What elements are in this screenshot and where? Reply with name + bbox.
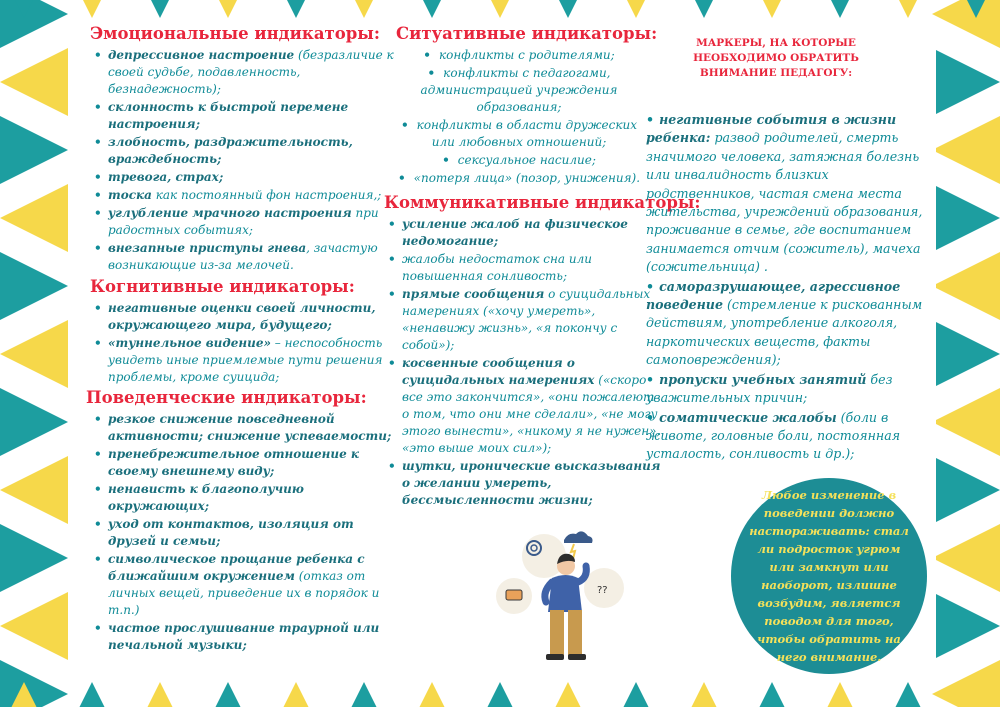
pattern-triangle bbox=[466, 682, 534, 707]
column-middle bbox=[384, 24, 701, 510]
behavioral-item bbox=[90, 446, 402, 480]
emotional-item bbox=[90, 47, 402, 98]
pattern-triangle bbox=[398, 0, 466, 18]
emotional-indicators-title: Эмоциональные индикаторы: bbox=[90, 24, 380, 43]
pattern-triangle bbox=[932, 48, 1000, 116]
situational-item: • сексуальное насилие; bbox=[384, 152, 664, 169]
behavioral-item-bold: символическое прощание ребенка с ближайшим окружением bbox=[108, 552, 365, 583]
communicative-item-text: о суицидальных намерениях («хочу умереть», «ненавижу жизнь», «я покончу с собой»); bbox=[402, 287, 651, 352]
pattern-triangle bbox=[670, 0, 738, 18]
pattern-triangle bbox=[0, 0, 68, 48]
advice-circle-text: Любое изменение в поведении должно настораживать: стал ли подросток угрюм или замкнут или наоборот, излишне возбудим, является поводом для того, чтобы обратить на него внимание. bbox=[749, 488, 909, 664]
emotional-item-text: , зачастую возникающие из-за мелочей. bbox=[108, 241, 378, 272]
markers-list bbox=[646, 111, 936, 464]
communicative-item-bold: косвенные сообщения о суицидальных намерениях bbox=[402, 356, 595, 387]
pattern-triangle bbox=[194, 682, 262, 707]
markers-item-text: без уважительных причин; bbox=[646, 371, 893, 406]
pattern-triangle bbox=[0, 184, 68, 252]
pattern-triangle bbox=[0, 592, 68, 660]
markers-title: МАРКЕРЫ, НА КОТОРЫЕ НЕОБХОДИМО ОБРАТИТЬ ВНИМАНИЕ ПЕДАГОГУ: bbox=[693, 37, 859, 79]
pattern-triangle bbox=[932, 0, 1000, 48]
emotional-item-bold: депрессивное настроение bbox=[108, 48, 295, 62]
markers-item bbox=[646, 371, 936, 408]
communicative-item-bold: шутки, иронические высказывания о желании умереть, бессмысленности жизни; bbox=[402, 459, 661, 507]
behavioral-item-bold: уход от контактов, изоляция от друзей и семьи; bbox=[108, 517, 354, 548]
communicative-item bbox=[384, 286, 664, 354]
behavioral-item-bold: резкое снижение повседневной активности; снижение успеваемости; bbox=[108, 412, 392, 443]
behavioral-item bbox=[90, 551, 402, 619]
communicative-indicators-list bbox=[384, 216, 664, 509]
pattern-triangle bbox=[194, 0, 262, 18]
markers-item-text: (стремление к рискованным действиям, употребление алкоголя, наркотических веществ, факты самоповреждения); bbox=[646, 297, 923, 368]
pattern-triangle bbox=[932, 456, 1000, 524]
pattern-triangle bbox=[932, 524, 1000, 592]
behavioral-indicators-list bbox=[90, 411, 402, 654]
pattern-triangle bbox=[534, 0, 602, 18]
emotional-item-bold: злобность, раздражительность, враждебность; bbox=[108, 135, 353, 166]
pattern-triangle bbox=[738, 682, 806, 707]
pattern-triangle bbox=[330, 0, 398, 18]
pattern-triangle bbox=[330, 682, 398, 707]
communicative-item bbox=[384, 355, 664, 457]
situational-item: • «потеря лица» (позор, унижения). bbox=[384, 170, 664, 187]
cognitive-item-bold: «туннельное видение» bbox=[108, 336, 271, 350]
pattern-triangle bbox=[398, 682, 466, 707]
pattern-triangle bbox=[58, 682, 126, 707]
emotional-item bbox=[90, 187, 402, 204]
pattern-triangle bbox=[466, 0, 534, 18]
markers-item-bold: негативные события в жизни ребенка: bbox=[646, 112, 897, 146]
markers-item bbox=[646, 111, 936, 277]
pattern-triangle bbox=[932, 388, 1000, 456]
pattern-triangle bbox=[0, 660, 68, 707]
emotional-item bbox=[90, 205, 402, 239]
pattern-triangle bbox=[262, 682, 330, 707]
pattern-triangle bbox=[126, 0, 194, 18]
pattern-triangle bbox=[806, 0, 874, 18]
communicative-item bbox=[384, 216, 664, 250]
pattern-triangle bbox=[0, 320, 68, 388]
cognitive-item bbox=[90, 300, 402, 334]
communicative-indicators-title: Коммуникативные индикаторы: bbox=[384, 193, 701, 212]
communicative-item bbox=[384, 251, 664, 285]
emotional-item-bold: тревога, страх; bbox=[108, 170, 224, 184]
emotional-item-text: (безразличие к своей судьбе, подавленность, безнадежность); bbox=[108, 48, 394, 96]
situational-item: • конфликты с родителями; bbox=[384, 47, 664, 64]
pattern-triangle bbox=[932, 592, 1000, 660]
behavioral-item-bold: частое прослушивание траурной или печальной музыки; bbox=[108, 621, 380, 652]
pattern-triangle bbox=[262, 0, 330, 18]
emotional-indicators-list bbox=[90, 47, 402, 274]
emotional-item-bold: внезапные приступы гнева bbox=[108, 241, 307, 255]
emotional-item bbox=[90, 240, 402, 274]
pattern-triangle bbox=[932, 660, 1000, 707]
behavioral-item-text: (отказ от личных вещей, приведение их в порядок и т.п.) bbox=[108, 569, 380, 617]
pattern-triangle bbox=[670, 682, 738, 707]
pattern-triangle bbox=[738, 0, 806, 18]
behavioral-item bbox=[90, 516, 402, 550]
communicative-item-bold: прямые сообщения bbox=[402, 287, 545, 301]
pattern-triangle bbox=[874, 682, 942, 707]
emotional-item-bold: склонность к быстрой перемене настроения; bbox=[108, 100, 349, 131]
behavioral-item-bold: ненависть к благополучию окружающих; bbox=[108, 482, 304, 513]
markers-item-bold: пропуски учебных занятий bbox=[659, 371, 867, 387]
advice-circle bbox=[731, 478, 927, 674]
cognitive-item bbox=[90, 335, 402, 386]
behavioral-indicators-title: Поведенческие индикаторы: bbox=[86, 388, 367, 407]
communicative-item bbox=[384, 458, 664, 509]
situational-indicators-title: Ситуативные индикаторы: bbox=[396, 24, 658, 43]
behavioral-item bbox=[90, 620, 402, 654]
pattern-triangle bbox=[932, 184, 1000, 252]
pattern-triangle bbox=[0, 48, 68, 116]
pattern-triangle bbox=[0, 116, 68, 184]
emotional-item bbox=[90, 134, 402, 168]
column-right bbox=[646, 36, 936, 465]
communicative-item-text: («скоро все это закончится», «они пожалеют о том, что они мне сделали», «не могу этого вынести», «никому я не нужен», «это выше моих сил»); bbox=[402, 373, 661, 455]
situational-item: • конфликты в области дружеских или любовных отношений; bbox=[384, 117, 664, 151]
emotional-item-bold: тоска bbox=[108, 188, 152, 202]
pattern-triangle bbox=[874, 0, 942, 18]
markers-item-bold: соматические жалобы bbox=[659, 409, 837, 425]
cognitive-item-bold: негативные оценки своей личности, окружающего мира, будущего; bbox=[108, 301, 376, 332]
situational-item: • конфликты с педагогами, администрацией учреждения образования; bbox=[384, 65, 664, 116]
communicative-item-bold: усиление жалоб на физическое недомогание; bbox=[402, 217, 628, 248]
situational-indicators-list bbox=[384, 47, 664, 187]
svg-text:??: ?? bbox=[597, 585, 608, 596]
pattern-triangle bbox=[602, 0, 670, 18]
communicative-item-text: жалобы недостаток сна или повышенная сонливость; bbox=[402, 252, 592, 283]
markers-item-bold: саморазрушающее, агрессивное поведение bbox=[646, 278, 901, 313]
pattern-triangle bbox=[932, 320, 1000, 388]
pattern-triangle bbox=[58, 0, 126, 18]
behavioral-item bbox=[90, 411, 402, 445]
markers-item bbox=[646, 278, 936, 370]
emotional-item-bold: углубление мрачного настроения bbox=[108, 206, 352, 220]
pattern-triangle bbox=[0, 524, 68, 592]
column-left bbox=[86, 24, 402, 655]
cognitive-item-text: – неспособность увидеть иные приемлемые пути решения проблемы, кроме суицида; bbox=[108, 336, 383, 384]
markers-item bbox=[646, 409, 936, 464]
emotional-item bbox=[90, 169, 402, 186]
pattern-triangle bbox=[126, 682, 194, 707]
behavioral-item-bold: пренебрежительное отношение к своему внешнему виду; bbox=[108, 447, 360, 478]
markers-item-text: (боли в животе, головные боли, постоянная усталость, сонливость и др.); bbox=[646, 409, 901, 462]
pattern-triangle bbox=[0, 456, 68, 524]
thinking-teenager-illustration bbox=[494, 526, 644, 670]
pattern-triangle bbox=[0, 252, 68, 320]
markers-item-text: развод родителей, смерть значимого человека, затяжная болезнь или инвалидность близких родственников, частая смена места жительства, учреждений образования, проживание в семье, где воспитанием занимается отчим (сожитель), мачеха (сожительница) . bbox=[646, 130, 923, 275]
cognitive-indicators-title: Когнитивные индикаторы: bbox=[90, 277, 355, 296]
emotional-item-text: при радостных событиях; bbox=[108, 206, 379, 237]
pattern-triangle bbox=[932, 252, 1000, 320]
behavioral-item bbox=[90, 481, 402, 515]
emotional-item-text: как постоянный фон настроения,; bbox=[151, 188, 382, 202]
pattern-triangle bbox=[932, 116, 1000, 184]
emotional-item bbox=[90, 99, 402, 133]
pattern-triangle bbox=[534, 682, 602, 707]
pattern-triangle bbox=[0, 388, 68, 456]
pattern-triangle bbox=[806, 682, 874, 707]
cognitive-indicators-list bbox=[90, 300, 402, 386]
pattern-triangle bbox=[602, 682, 670, 707]
